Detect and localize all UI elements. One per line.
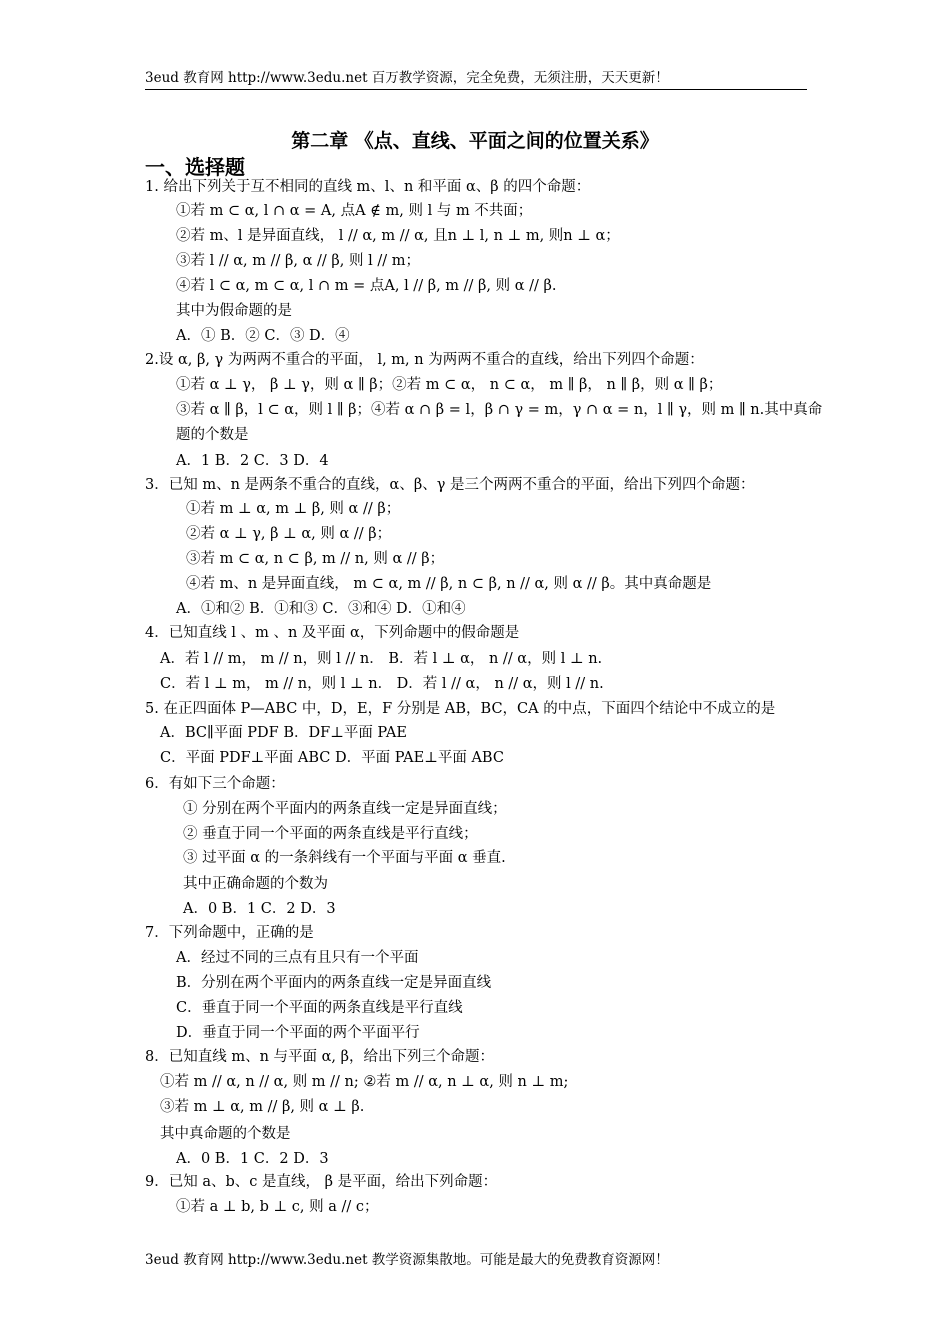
q3-proposition-3: ③若 m ⊂ α, n ⊂ β, m // n, 则 α // β； bbox=[186, 551, 445, 567]
q4-stem: 4．已知直线 l 、m 、n 及平面 α，下列命题中的假命题是 bbox=[145, 625, 520, 641]
q7-option-b: B．分别在两个平面内的两条直线一定是异面直线 bbox=[176, 975, 492, 991]
q3-stem: 3．已知 m、n 是两条不重合的直线，α、β、γ 是三个两两不重合的平面，给出下列四个命题： bbox=[145, 477, 755, 493]
q4-options-ab: A．若 l // m， m // n，则 l // n． B．若 l ⊥ α， n // α，则 l ⊥ n. bbox=[160, 651, 603, 667]
q8-options: A．0 B．1 C．2 D．3 bbox=[176, 1151, 329, 1167]
q5-stem: 5. 在正四面体 P—ABC 中，D，E，F 分别是 AB，BC，CA 的中点，下面四个结论中不成立的是 bbox=[145, 701, 776, 717]
q2-options: A．1 B．2 C．3 D．4 bbox=[176, 453, 329, 469]
q1-options: A．① B．② C．③ D．④ bbox=[176, 328, 350, 344]
q1-proposition-2: ②若 m、l 是异面直线， l // α, m // α, 且n ⊥ l, n ⊥ m, 则n ⊥ α； bbox=[176, 228, 620, 244]
q1-stem: 1. 给出下列关于互不相同的直线 m、l、n 和平面 α、β 的四个命题： bbox=[145, 179, 591, 195]
q7-option-c: C．垂直于同一个平面的两条直线是平行直线 bbox=[176, 1000, 463, 1016]
q7-stem: 7．下列命题中，正确的是 bbox=[145, 925, 314, 941]
q2-propositions-1-2: ①若 α ⊥ γ， β ⊥ γ，则 α ∥ β；②若 m ⊂ α， n ⊂ α， m ∥ β， n ∥ β，则 α ∥ β； bbox=[176, 377, 723, 393]
q1-proposition-4: ④若 l ⊂ α, m ⊂ α, l ∩ m = 点A, l // β, m // β, 则 α // β. bbox=[176, 278, 557, 294]
q5-options-cd: C．平面 PDF⊥平面 ABC D．平面 PAE⊥平面 ABC bbox=[160, 750, 504, 766]
q5-options-ab: A．BC∥平面 PDF B．DF⊥平面 PAE bbox=[160, 725, 407, 741]
q8-stem: 8．已知直线 m、n 与平面 α, β，给出下列三个命题： bbox=[145, 1049, 495, 1065]
q6-proposition-2: ② 垂直于同一个平面的两条直线是平行直线； bbox=[183, 826, 478, 842]
q9-stem: 9．已知 a、b、c 是直线， β 是平面，给出下列命题： bbox=[145, 1174, 498, 1190]
q8-proposition-3: ③若 m ⊥ α, m // β, 则 α ⊥ β. bbox=[160, 1099, 365, 1115]
q2-question: 题的个数是 bbox=[176, 427, 249, 443]
q2-stem: 2.设 α, β, γ 为两两不重合的平面， l, m, n 为两两不重合的直线，给出下列四个命题： bbox=[145, 352, 704, 368]
chapter-title: 第二章 《点、直线、平面之间的位置关系》 bbox=[291, 130, 659, 152]
q2-propositions-3-4: ③若 α ∥ β，l ⊂ α，则 l ∥ β；④若 α ∩ β = l，β ∩ γ = m，γ ∩ α = n，l ∥ γ，则 m ∥ n.其中真命 bbox=[176, 402, 823, 418]
section-heading: 一、选择题 bbox=[145, 155, 245, 179]
q6-proposition-1: ① 分别在两个平面内的两条直线一定是异面直线； bbox=[183, 801, 507, 817]
q4-options-cd: C．若 l ⊥ m， m // n，则 l ⊥ n． D．若 l // α， n // α，则 l // n. bbox=[160, 676, 604, 692]
q7-option-d: D．垂直于同一个平面的两个平面平行 bbox=[176, 1025, 420, 1041]
q1-proposition-3: ③若 l // α, m // β, α // β, 则 l // m； bbox=[176, 253, 420, 269]
q3-proposition-2: ②若 α ⊥ γ, β ⊥ α, 则 α // β； bbox=[186, 526, 392, 542]
q7-option-a: A．经过不同的三点有且只有一个平面 bbox=[176, 950, 419, 966]
q3-options: A．①和② B．①和③ C．③和④ D．①和④ bbox=[176, 601, 466, 617]
q3-proposition-4: ④若 m、n 是异面直线， m ⊂ α, m // β, n ⊂ β, n // α, 则 α // β。其中真命题是 bbox=[186, 576, 712, 592]
q1-proposition-1: ①若 m ⊂ α, l ∩ α = A, 点A ∉ m, 则 l 与 m 不共面； bbox=[176, 203, 533, 219]
q1-question: 其中为假命题的是 bbox=[176, 303, 292, 319]
q6-question: 其中正确命题的个数为 bbox=[183, 876, 328, 892]
q8-question: 其中真命题的个数是 bbox=[160, 1126, 291, 1142]
q3-proposition-1: ①若 m ⊥ α, m ⊥ β, 则 α // β； bbox=[186, 501, 401, 517]
q6-stem: 6．有如下三个命题： bbox=[145, 776, 285, 792]
q9-proposition-1: ①若 a ⊥ b, b ⊥ c, 则 a // c； bbox=[176, 1199, 379, 1215]
page-header: 3eud 教育网 http://www.3edu.net 百万教学资源，完全免费，无须注册，天天更新！ bbox=[145, 66, 807, 90]
page-footer: 3eud 教育网 http://www.3edu.net 教学资源集散地。可能是最大的免费教育资源网！ bbox=[145, 1252, 669, 1268]
q8-propositions-1-2: ①若 m // α, n // α, 则 m // n; ②若 m // α, n ⊥ α, 则 n ⊥ m; bbox=[160, 1074, 569, 1090]
q6-options: A．0 B．1 C．2 D．3 bbox=[183, 901, 336, 917]
q6-proposition-3: ③ 过平面 α 的一条斜线有一个平面与平面 α 垂直. bbox=[183, 850, 506, 866]
